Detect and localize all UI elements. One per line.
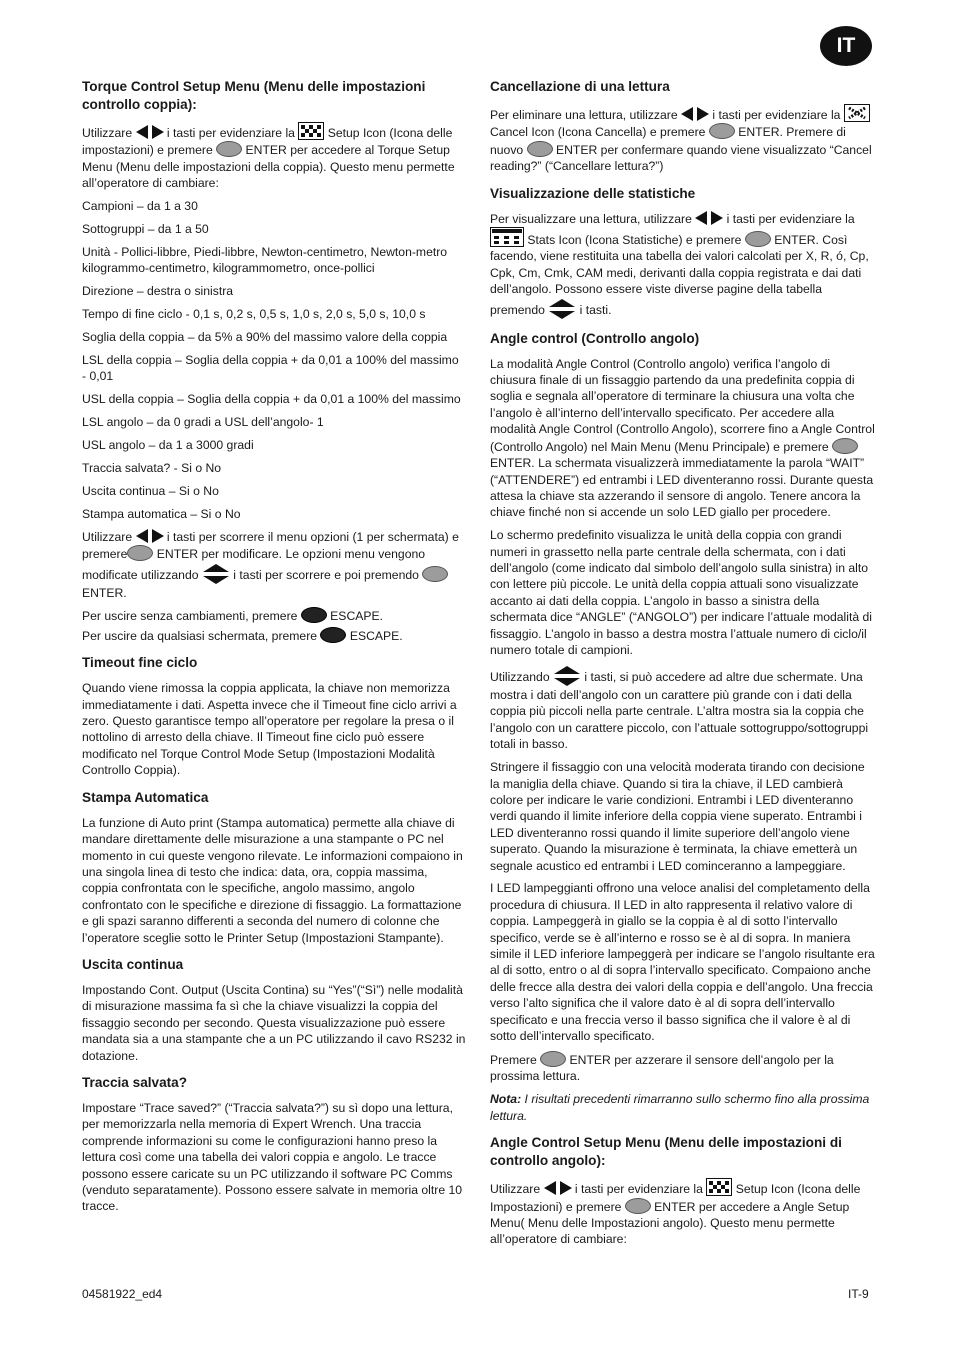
enter-button-icon (422, 566, 448, 582)
paragraph-angle-setup: Utilizzare i tasti per evidenziare la Setup Icon (Icona delle Impostazioni) e premere ENTER per accedere a Angle Setup Menu( Menu delle Impostazioni angolo). Questo menu permette all’operatore di cambiare: (490, 1178, 876, 1248)
section-heading-angle-control: Angle control (Controllo angolo) (490, 330, 700, 346)
paragraph-angle-control-3: Utilizzando i tasti, si può accedere ad altre due schermate. Una mostra i dati dell’angolo con un carattere più grande con i dati della coppia più piccoli nella parte centrale. L’altra mostra sia la coppia che l’angolo con un carattere piccolo, con l’attuale sottogruppo/sottogruppi totali in basso. (490, 665, 876, 753)
setup-icon (706, 1178, 732, 1196)
footer-document-code: 04581922_ed4 (82, 1287, 163, 1301)
right-arrow-key-icon (697, 107, 709, 121)
list-item: Direzione – destra o sinistra (82, 284, 234, 299)
paragraph-exit-no-changes: Per uscire senza cambiamenti, premere ESCAPE. (82, 609, 384, 624)
list-item: LSL della coppia – Soglia della coppia + da 0,01 a 100% del massimo - 0,01 (82, 352, 459, 384)
paragraph-exit-any-screen: Per uscire da qualsiasi schermata, premere ESCAPE. (82, 628, 403, 643)
list-item: USL della coppia – Soglia della coppia + da 0,01 a 100% del massimo (82, 392, 461, 407)
left-arrow-key-icon (544, 1181, 556, 1195)
enter-button-icon (216, 141, 242, 157)
paragraph-angle-control-5: I LED lampeggianti offrono una veloce analisi del completamento della procedura di chiusura. Il LED in alto rappresenta il relativo valore di coppia. Lampeggerà in giallo se la coppia è al di sotto l’intervallo specifico, verde se è all’interno e rosso se è al di sopra. In maniera simile il LED inferiore lampeggerà per indicare se l’angolo risultante era al di sotto, entro o al di sopra l’intervallo specificato. Compaiono anche delle frecce alla destra dei valori della coppia e dell’angolo. Una freccia verso l’alto significa che il valore dato è al di sopra dell’intervallo specificato e una freccia verso il basso significa che il valore è al di sotto dell’intervallo specificato. (490, 881, 875, 1044)
paragraph-torque-intro: Utilizzare i tasti per evidenziare la Setup Icon (Icona delle impostazioni) e premere ENTER per accedere al Torque Setup Menu (Menu delle impostazioni della coppia). Questo menu permette all’operatore di cambiare: (82, 122, 466, 192)
escape-button-icon (320, 627, 346, 643)
list-item: Stampa automatica – Si o No (82, 506, 241, 521)
list-item: Traccia salvata? - Si o No (82, 461, 222, 475)
right-arrow-key-icon (152, 529, 164, 543)
paragraph-angle-control-2: Lo schermo predefinito visualizza le unità della coppia con grandi numeri in grassetto nella parte centrale della schermata, con i dati dell’angolo (come indicato dal simbolo dell’angolo sulla sinistra) in alto con lettere più piccole. Le unità della coppia attuali sono visualizzate accanto ai dati della coppia. L’angolo in basso a sinistra della schermata dice “ANGLE” (“ANGOLO”) per indicare l’attuale modalità di fissaggio. L’angolo in basso a destra mostra l’attuale numero di ciclo/il numero totale di campioni. (490, 528, 873, 658)
section-heading-torque-setup: Torque Control Setup Menu (Menu delle impostazioni controllo coppia): (82, 79, 426, 112)
paragraph-scroll-options: Utilizzare i tasti per scorrere il menu opzioni (1 per schermata) e premere ENTER per modificare. Le opzioni menu vengono modificate utilizzando i tasti per scorrere e poi premendo ENTER. (82, 529, 459, 600)
section-heading-auto-print: Stampa Automatica (82, 789, 209, 805)
right-column (490, 78, 876, 1254)
paragraph-cancel-reading: Per eliminare una lettura, utilizzare i tasti per evidenziare la Cancel Icon (Icona Cancella) e premere ENTER. Premere di nuovo ENTER per confermare quando viene visualizzato “Cancel reading?” (“Cancellare lettura?”) (490, 104, 876, 175)
paragraph-auto-print: La funzione di Auto print (Stampa automatica) permette alla chiave di mandare direttamente delle misurazione a una stampante o PC nel momento in cui queste vengono rilevate. Le informazioni compaiono in una singola linea di testo che indica: data, ora, coppia massima, coppia confrontata con le specifiche, angolo massimo, angolo confrontato con le specifiche e direzione di fissaggio. La formattazione e gli spazi saranno differenti a seconda del numero di colonne che l’operatore sceglie sotto le Printer Setup (Impostazioni Stampante). (82, 815, 463, 945)
list-item: Sottogruppi – da 1 a 50 (82, 222, 209, 237)
list-item: Unità - Pollici-libbre, Piedi-libbre, Newton-centimetro, Newton-metro kilogrammo-centimetro, kilogrammometro, once-pollici (82, 244, 448, 276)
list-item: Campioni – da 1 a 30 (82, 199, 198, 214)
list-item: Tempo di fine ciclo - 0,1 s, 0,2 s, 0,5 s, 1,0 s, 2,0 s, 5,0 s, 10,0 s (82, 307, 426, 322)
enter-button-icon (625, 1198, 651, 1214)
stats-icon (490, 227, 524, 247)
right-arrow-key-icon (560, 1181, 572, 1195)
list-item: Soglia della coppia – da 5% a 90% del massimo valore della coppia (82, 330, 448, 345)
paragraph-statistics: Per visualizzare una lettura, utilizzare i tasti per evidenziare la Stats Icon (Icona Statistiche) e premere ENTER. Così facendo, viene restituita una tabella dei valori calcolati per X, R, ó, Cp, Cpk, Cm, Cmk, CAM medi, derivanti dalla coppia registrata e dai dati dell’angolo. Possono essere viste diverse pagine della tabella premendo i tasti. (490, 211, 876, 320)
up-down-arrow-key-icon (202, 563, 230, 585)
paragraph-angle-control-1: La modalità Angle Control (Controllo angolo) verifica l’angolo di chiusura finale di un fissaggio partendo da una predefinita coppia di soglia e segnala all’operatore di terminare la chiusura una volta che l’angolo è all’interno dell’intervallo specificato. Per accedere alla modalità Angle Control (Controllo Angolo), scorrere fino a Angle Control (Controllo Angolo) nel Main Menu (Menu Principale) e premere ENTER. La schermata visualizzerà immediatamente la parola “WAIT” (“ATTENDERE”) ed entrambi i LED diventeranno rossi. Durante questa attesa la chiave sta azzerando il sensore di angolo. Tenere ancora la chiave finché non si accende un solo LED giallo per procedere. (490, 356, 875, 520)
up-down-arrow-key-icon (548, 298, 576, 320)
left-arrow-key-icon (136, 125, 148, 139)
left-column (82, 78, 466, 1221)
language-badge: IT (820, 26, 872, 66)
left-arrow-key-icon (136, 529, 148, 543)
left-arrow-key-icon (681, 107, 693, 121)
enter-button-icon (832, 438, 858, 454)
cancel-icon (844, 104, 870, 122)
list-item: Uscita continua – Si o No (82, 483, 219, 498)
section-heading-trace-saved: Traccia salvata? (82, 1074, 188, 1090)
enter-button-icon (745, 231, 771, 247)
paragraph-continuous-output: Impostando Cont. Output (Uscita Contina) su “Yes”(“Sì”) nelle modalità di misurazione massima fa sì che la chiave visualizzi la coppia del fissaggio secondo per secondo. Questa visualizzazione può essere mandata sia a una stampante che a un PC utilizzando il cavo RS232 in dotazione. (82, 982, 466, 1063)
paragraph-timeout: Quando viene rimossa la coppia applicata, la chiave non memorizza immediatamente i dati. Aspetta invece che il Timeout fine ciclo arrivi a zero. Questo garantisce tempo all’operatore per regolare la presa o il nottolino di arresto della chiave. Il Timeout fine ciclo può essere modificato nel Torque Control Mode Setup (Impostazioni Modalità Controllo Coppia). (82, 681, 457, 778)
setup-icon (298, 122, 324, 140)
enter-button-icon (127, 545, 153, 561)
right-arrow-key-icon (152, 125, 164, 139)
enter-button-icon (527, 141, 553, 157)
list-item: USL angolo – da 1 a 3000 gradi (82, 438, 254, 453)
enter-button-icon (540, 1051, 566, 1067)
section-heading-angle-setup: Angle Control Setup Menu (Menu delle impostazioni di controllo angolo): (490, 1135, 842, 1169)
section-heading-timeout: Timeout fine ciclo (82, 655, 198, 671)
left-arrow-key-icon (695, 211, 707, 225)
up-down-arrow-key-icon (553, 665, 581, 687)
list-item: LSL angolo – da 0 gradi a USL dell’angolo- 1 (82, 415, 324, 430)
paragraph-angle-control-4: Stringere il fissaggio con una velocità moderata tirando con decisione la maniglia della chiave. Quando si tira la chiave, il LED cambierà colore per indicare le varie condizioni. Entrambi i LED diventeranno verdi quando il limite inferiore della coppia viene superato. Entrambi i LED diventeranno rossi quando il limite superiore dell’angolo viene superato. Quando la misurazione è terminata, la chiave emetterà un segnale acustico ed entrambi i LED cominceranno a lampeggiare. (490, 760, 865, 873)
note-label: Nota: (490, 1092, 522, 1107)
section-heading-statistics: Visualizzazione delle statistiche (490, 185, 696, 201)
note: Nota: I risultati precedenti rimarranno sullo schermo fino alla prossima lettura. (490, 1092, 870, 1123)
paragraph-trace-saved: Impostare “Trace saved?” (“Traccia salvata?”) su sì dopo una lettura, per memorizzarla nella memoria di Expert Wrench. Una traccia comprende informazioni su come le configurazioni hanno preso la lettura così come una tabella dei valori coppia e angolo. Le tracce possono essere caricate su un PC utilizzando il software PC Comms (venduto separatamente). Possono essere salvate in memoria oltre 10 tracce. (82, 1100, 463, 1214)
section-heading-cancel-reading: Cancellazione di una lettura (490, 79, 670, 94)
paragraph-angle-reset: Premere ENTER per azzerare il sensore dell’angolo per la prossima lettura. (490, 1053, 834, 1084)
escape-button-icon (301, 607, 327, 623)
section-heading-continuous-output: Uscita continua (82, 956, 184, 972)
right-arrow-key-icon (711, 211, 723, 225)
enter-button-icon (709, 123, 735, 139)
footer-page-number: IT-9 (848, 1287, 869, 1301)
